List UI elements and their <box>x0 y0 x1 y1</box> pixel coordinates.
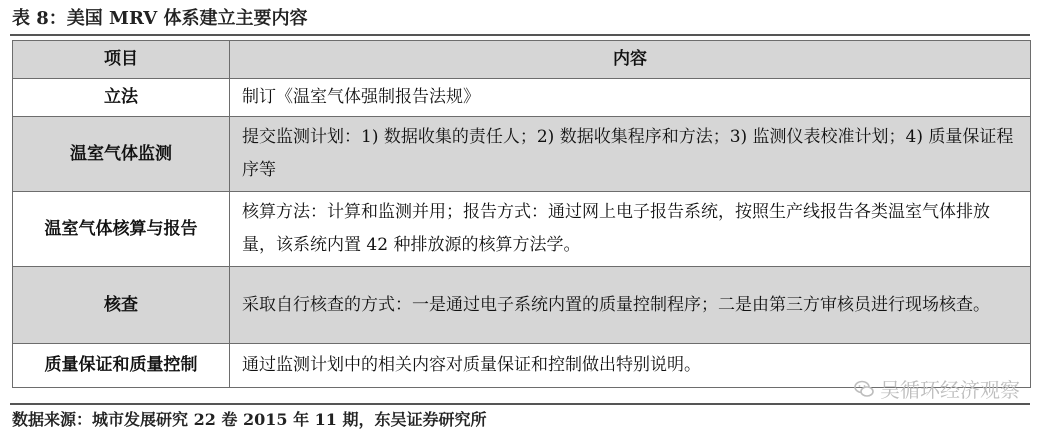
mrv-table <box>12 40 1031 388</box>
bottom-rule <box>10 403 1030 405</box>
row-item: 质量保证和质量控制 <box>13 344 230 388</box>
table-row <box>13 192 1031 267</box>
watermark-text: 吴循环经济观察 <box>880 378 1020 402</box>
row-content: 核算方法：计算和监测并用；报告方式：通过网上电子报告系统，按照生产线报告各类温室气体排放量，该系统内置 42 种排放源的核算方法学。 <box>230 192 1031 267</box>
row-content: 制订《温室气体强制报告法规》 <box>230 79 1031 117</box>
top-rule <box>10 34 1030 36</box>
table-row <box>13 79 1031 117</box>
row-item: 核查 <box>13 267 230 344</box>
watermark <box>854 374 1020 403</box>
table-row <box>13 267 1031 344</box>
row-content: 通过监测计划中的相关内容对质量保证和控制做出特别说明。 <box>230 344 1031 388</box>
table-caption: 表 8：美国 MRV 体系建立主要内容 <box>12 8 308 29</box>
header-content: 内容 <box>230 41 1031 79</box>
header-row <box>13 41 1031 79</box>
row-item: 温室气体监测 <box>13 117 230 192</box>
source-note: 数据来源：城市发展研究 22 卷 2015 年 11 期，东吴证券研究所 <box>12 410 487 429</box>
wechat-icon <box>854 379 874 399</box>
row-content: 采取自行核查的方式：一是通过电子系统内置的质量控制程序；二是由第三方审核员进行现场核查。 <box>230 267 1031 344</box>
row-item: 温室气体核算与报告 <box>13 192 230 267</box>
row-item: 立法 <box>13 79 230 117</box>
header-item: 项目 <box>13 41 230 79</box>
table-row <box>13 117 1031 192</box>
row-content: 提交监测计划：1) 数据收集的责任人；2) 数据收集程序和方法；3) 监测仪表校准计划；4) 质量保证程序等 <box>230 117 1031 192</box>
